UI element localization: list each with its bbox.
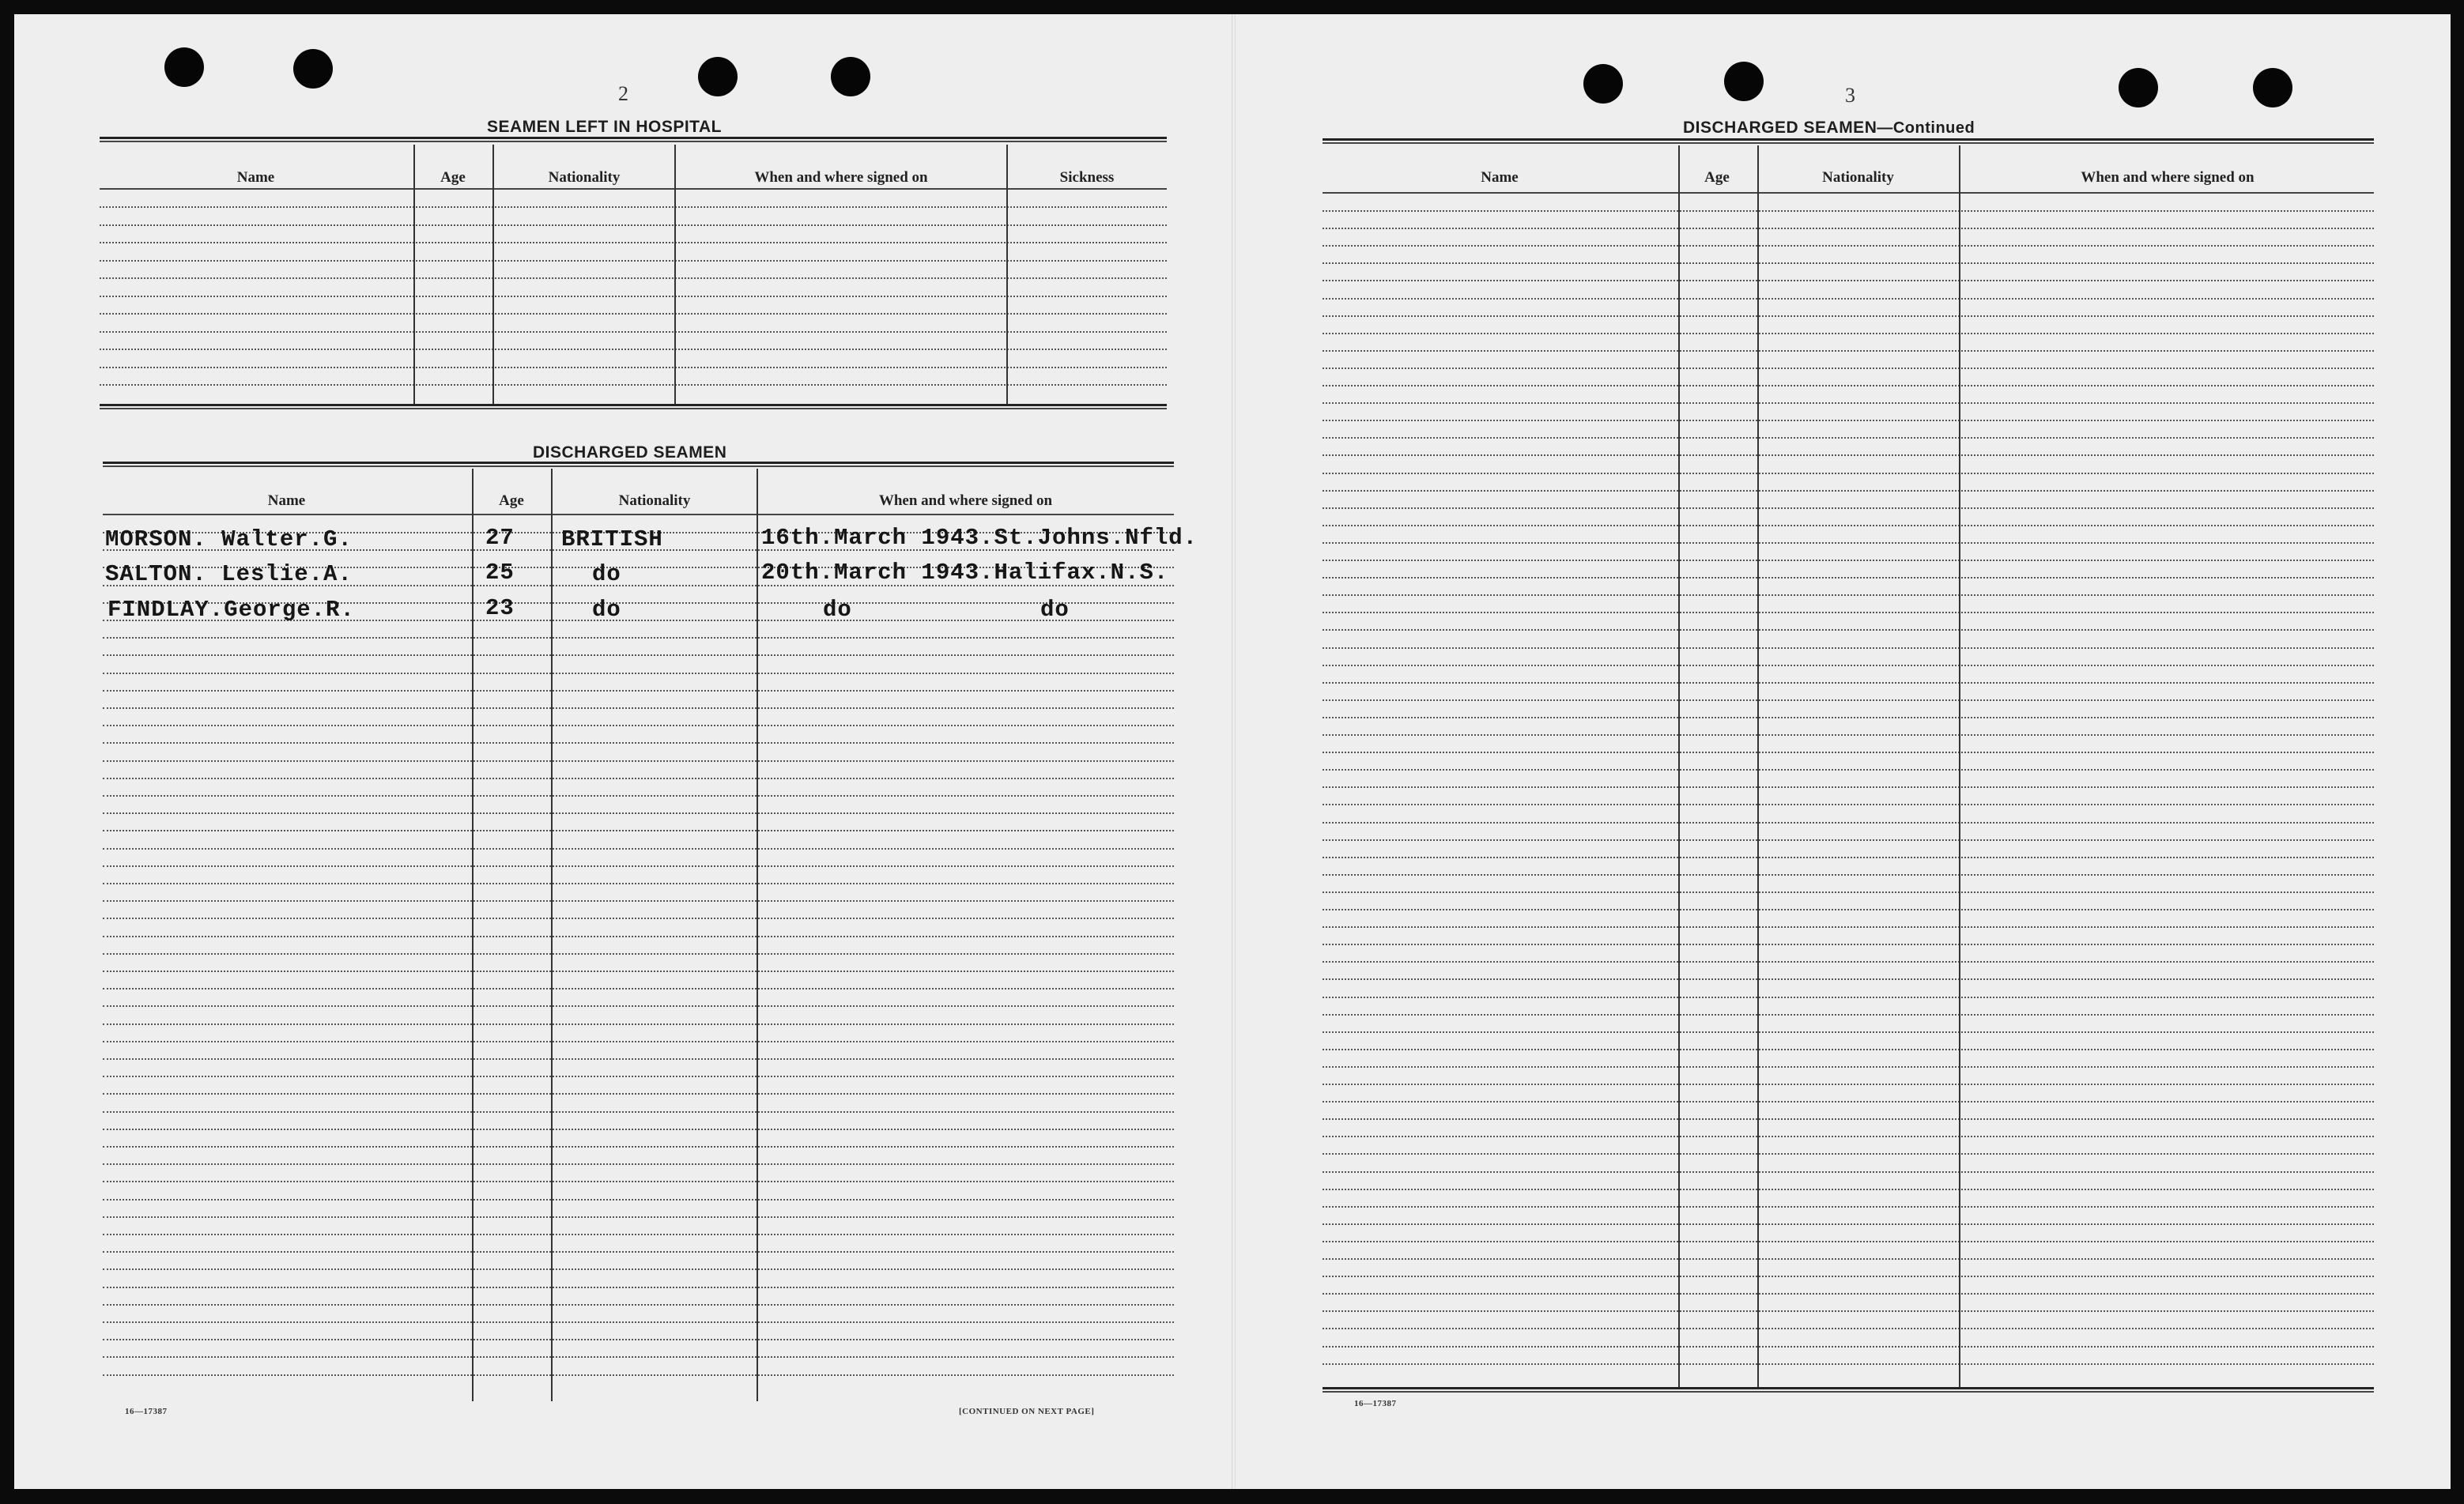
form-number: 16—17387 [125, 1407, 168, 1416]
ruled-line [1323, 944, 2374, 945]
ruled-line [103, 1251, 1174, 1253]
ruled-line [103, 673, 1174, 674]
ruled-line [1323, 1241, 2374, 1242]
column-header-age: Age [440, 169, 466, 186]
column-divider [1959, 145, 1960, 1389]
column-divider [492, 145, 494, 404]
ruled-line [1323, 262, 2374, 264]
left-page [14, 14, 1232, 1489]
ruled-line [1323, 682, 2374, 684]
column-header-nationality: Nationality [1822, 169, 1894, 186]
ruled-line [1323, 629, 2374, 631]
ruled-line [1323, 909, 2374, 910]
ruled-line [1323, 315, 2374, 317]
ruled-line [103, 1216, 1174, 1218]
ruled-line [1323, 1031, 2374, 1033]
ruled-line [1323, 594, 2374, 596]
column-header-nationality: Nationality [548, 169, 621, 186]
ruled-line [103, 830, 1174, 831]
column-divider [674, 145, 676, 404]
ruled-line [1323, 490, 2374, 492]
column-header-signed-on: When and where signed on [2081, 169, 2255, 186]
ruled-line [1323, 1049, 2374, 1050]
ruled-line [103, 760, 1174, 762]
ruled-line [103, 1374, 1174, 1376]
ruled-line [103, 971, 1174, 972]
ruled-line [103, 795, 1174, 797]
ruled-line [1323, 978, 2374, 980]
ruled-line [1323, 1189, 2374, 1190]
ruled-line [1323, 734, 2374, 736]
ruled-line [1323, 385, 2374, 386]
column-divider [1678, 145, 1680, 1389]
ruled-line [1323, 560, 2374, 561]
table-top-rule [100, 137, 1167, 142]
ruled-line [1323, 926, 2374, 928]
ruled-line [103, 1234, 1174, 1235]
ruled-line [103, 1339, 1174, 1340]
seaman-signed-on-place: do [1040, 597, 1070, 623]
ruled-line [1323, 507, 2374, 509]
ruled-line [1323, 857, 2374, 858]
ruled-line [103, 1287, 1174, 1288]
column-header-name: Name [1481, 169, 1519, 186]
punch-hole-icon [1724, 62, 1764, 101]
ruled-line [103, 1041, 1174, 1042]
seaman-signed-on: 16th.March 1943.St.Johns.Nfld. [761, 525, 1198, 551]
ruled-line [1323, 350, 2374, 352]
ruled-line [1323, 1136, 2374, 1137]
ruled-line [103, 1268, 1174, 1270]
ruled-line [1323, 1206, 2374, 1208]
ruled-line [1323, 333, 2374, 334]
ruled-line [103, 865, 1174, 867]
column-divider [1757, 145, 1759, 1389]
column-header-age: Age [499, 492, 524, 509]
ruled-line [1323, 228, 2374, 229]
column-divider [413, 145, 415, 404]
ruled-line [103, 637, 1174, 639]
column-header-sickness: Sickness [1059, 169, 1115, 186]
ruled-line [103, 1111, 1174, 1113]
ruled-line [1323, 752, 2374, 753]
ruled-line [1323, 1153, 2374, 1155]
column-header-signed-on: When and where signed on [878, 492, 1053, 509]
ruled-line [1323, 786, 2374, 788]
ruled-line [1323, 473, 2374, 474]
punch-hole-icon [164, 47, 204, 87]
ruled-line [1323, 1276, 2374, 1277]
ruled-line [1323, 1066, 2374, 1068]
ruled-line [1323, 717, 2374, 718]
ruled-line [103, 1023, 1174, 1025]
ruled-line [1323, 210, 2374, 212]
ruled-line [1323, 1328, 2374, 1329]
seaman-nationality: do [592, 561, 621, 587]
table-bottom-rule [1323, 1387, 2374, 1393]
ruled-line [1323, 542, 2374, 544]
ruled-line [103, 812, 1174, 814]
continued-note: [CONTINUED ON NEXT PAGE] [959, 1407, 1095, 1416]
ruled-line [103, 1146, 1174, 1148]
ruled-line [1323, 891, 2374, 893]
ruled-line [103, 1093, 1174, 1095]
ruled-line [1323, 368, 2374, 369]
seaman-name: MORSON. Walter.G. [105, 526, 353, 552]
header-rule [103, 514, 1174, 515]
column-header-signed-on: When and where signed on [754, 169, 928, 186]
hospital-section-title: SEAMEN LEFT IN HOSPITAL [487, 118, 722, 136]
ruled-line [103, 883, 1174, 884]
ruled-line [103, 988, 1174, 989]
ruled-line [1323, 822, 2374, 824]
right-page-title-suffix: —Continued [1877, 119, 1975, 137]
column-header-age: Age [1704, 169, 1730, 186]
ruled-line [1323, 961, 2374, 963]
ruled-line [1323, 804, 2374, 805]
ruled-line [1323, 1293, 2374, 1295]
seaman-nationality: BRITISH [561, 526, 663, 552]
ruled-line [103, 1356, 1174, 1358]
column-divider [472, 469, 474, 1401]
ruled-line [103, 918, 1174, 919]
ruled-line [103, 1321, 1174, 1323]
ruled-line [103, 900, 1174, 902]
ruled-line [103, 1005, 1174, 1007]
punch-hole-icon [2119, 68, 2158, 107]
seaman-signed-on-date: do [823, 597, 852, 623]
ruled-line [103, 690, 1174, 692]
ruled-line [1323, 402, 2374, 404]
ruled-line [1323, 699, 2374, 701]
seaman-nationality: do [592, 597, 621, 623]
ruled-line [103, 1129, 1174, 1130]
column-header-name: Name [267, 492, 306, 509]
column-divider [551, 469, 553, 1401]
ruled-line [103, 1058, 1174, 1060]
table-bottom-rule [100, 404, 1167, 409]
right-page-title [1683, 119, 1975, 138]
seaman-name: SALTON. Leslie.A. [105, 561, 353, 587]
column-header-name: Name [236, 169, 275, 186]
ruled-line [1323, 1363, 2374, 1365]
ruled-line [1323, 420, 2374, 421]
ruled-line [103, 742, 1174, 744]
header-rule [1323, 192, 2374, 194]
ruled-line [103, 1199, 1174, 1201]
discharged-section-title: DISCHARGED SEAMEN [533, 443, 727, 462]
punch-hole-icon [831, 57, 870, 96]
ruled-line [1323, 525, 2374, 526]
ruled-line [1323, 647, 2374, 649]
ruled-line [103, 1181, 1174, 1182]
ruled-line [1323, 874, 2374, 876]
ruled-line [103, 1304, 1174, 1306]
page-number: 2 [618, 82, 628, 105]
ruled-line [1323, 280, 2374, 281]
ruled-line [1323, 769, 2374, 771]
ruled-line [1323, 298, 2374, 300]
table-top-rule [103, 462, 1174, 467]
ruled-line [1323, 1101, 2374, 1103]
page-fold [1232, 14, 1236, 1489]
ruled-line [1323, 454, 2374, 456]
ruled-line [1323, 577, 2374, 579]
ruled-line [1323, 839, 2374, 841]
table-top-rule [1323, 138, 2374, 144]
ruled-line [1323, 1223, 2374, 1225]
ruled-line [1323, 1346, 2374, 1348]
right-page-title-main: DISCHARGED SEAMEN [1683, 119, 1877, 137]
punch-hole-icon [2253, 68, 2292, 107]
seaman-age: 23 [485, 595, 515, 621]
ruled-line [1323, 245, 2374, 247]
ruled-line [1323, 1084, 2374, 1085]
ruled-line [1323, 1118, 2374, 1120]
ruled-line [1323, 997, 2374, 998]
seaman-signed-on: 20th.March 1943.Halifax.N.S. [761, 560, 1169, 586]
ruled-line [103, 707, 1174, 709]
ruled-line [103, 1076, 1174, 1077]
ruled-line [1323, 437, 2374, 439]
form-number: 16—17387 [1354, 1399, 1397, 1408]
ruled-line [1323, 1258, 2374, 1260]
ruled-line [103, 725, 1174, 726]
column-divider [1006, 145, 1008, 404]
page-number: 3 [1845, 84, 1855, 107]
punch-hole-icon [293, 49, 333, 89]
ruled-line [1323, 1310, 2374, 1312]
ruled-line [103, 778, 1174, 779]
punch-hole-icon [1583, 64, 1623, 104]
ruled-line [103, 1163, 1174, 1165]
seaman-age: 27 [485, 525, 515, 551]
ruled-line [103, 848, 1174, 850]
ruled-line [1323, 612, 2374, 613]
ruled-line [103, 654, 1174, 656]
column-header-nationality: Nationality [618, 492, 691, 509]
ruled-line [103, 953, 1174, 955]
ruled-line [1323, 665, 2374, 666]
punch-hole-icon [698, 57, 738, 96]
ruled-line [103, 936, 1174, 937]
column-divider [757, 469, 758, 1401]
seaman-name: FINDLAY.George.R. [108, 597, 355, 623]
ruled-line [1323, 1171, 2374, 1173]
ruled-line [1323, 1014, 2374, 1016]
seaman-age: 25 [485, 560, 515, 586]
right-page [1236, 14, 2451, 1489]
